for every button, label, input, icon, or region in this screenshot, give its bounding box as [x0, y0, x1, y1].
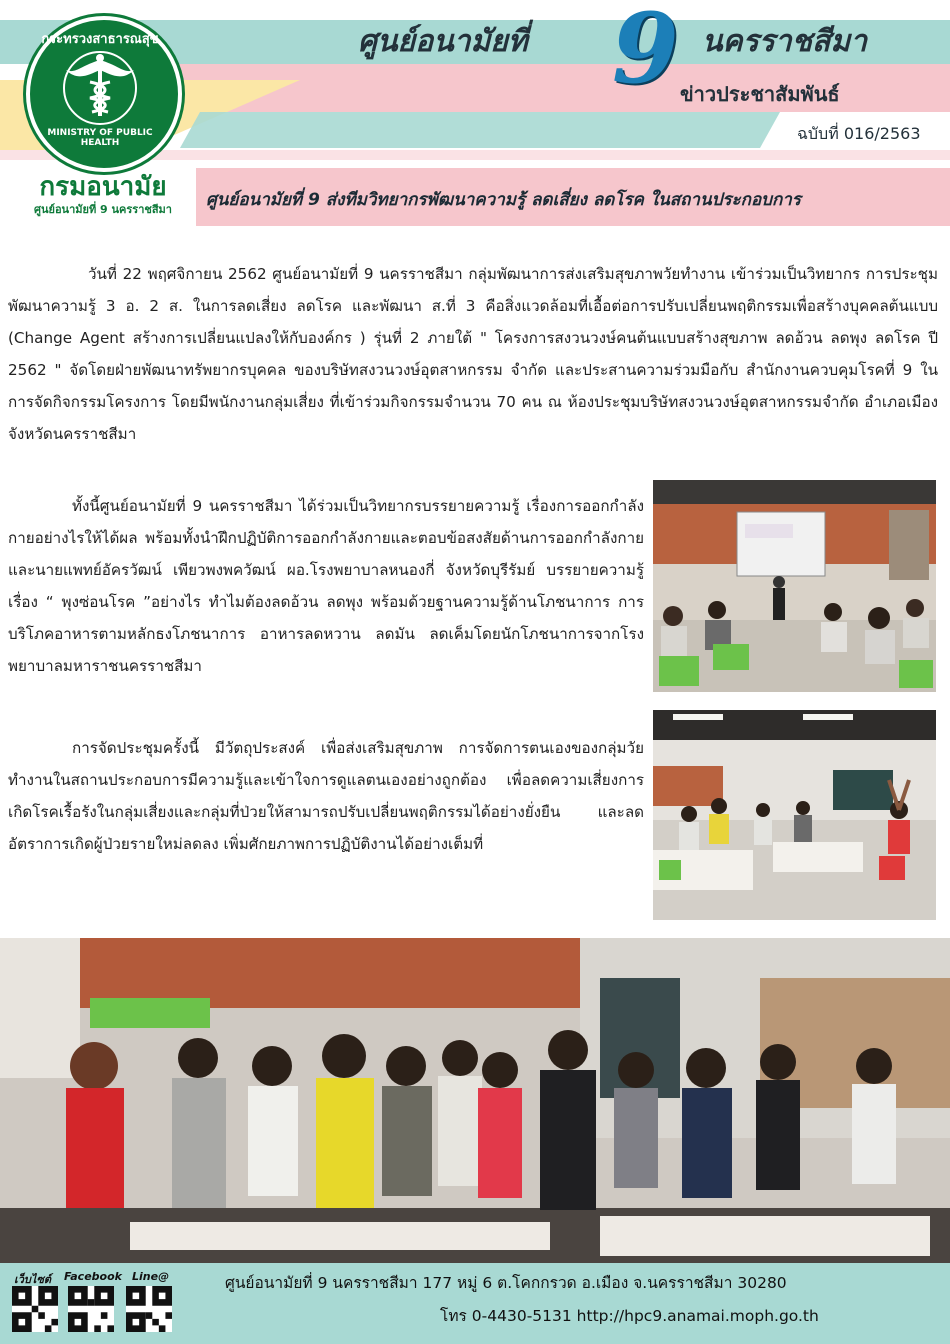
- qr-code-facebook-icon[interactable]: [68, 1286, 114, 1332]
- qr-label-line: Line@: [132, 1270, 170, 1283]
- paragraph-objectives: การจัดประชุมครั้งนี้ มีวัตถุประสงค์ เพื่อส่งเสริมสุขภาพ การจัดการตนเองของกลุ่มวัยทำงานในสถานประกอบการมีความรู้และเข้าใจการดูแลตนเองอย่างถูกต้อง เพื่อลดความเสี่ยงการเกิดโรคเรื้อรังในกลุ่มเสี่ยงและกลุ่มที่ป่วยให้สามารถปรับเปลี่ยนพฤติกรรมได้อย่างยั่งยืน และลดอัตราการเกิดผู้ป่วยรายใหม่ลดลง เพิ่มศักยภาพการปฏิบัติงานได้อย่างเต็มที่: [8, 739, 644, 853]
- headline: ศูนย์อนามัยที่ 9 ส่งทีมวิทยากรพัฒนาความรู้ ลดเสี่ยง ลดโรค ในสถานประกอบการ: [206, 190, 801, 210]
- province-name: นครราชสีมา: [702, 24, 867, 59]
- department-name: กรมอนามัย: [39, 172, 167, 202]
- qr-code-website-icon[interactable]: [12, 1286, 58, 1332]
- photo-group: [0, 938, 950, 1263]
- qr-label-facebook: Facebook: [64, 1270, 122, 1283]
- caduceus-icon: [60, 48, 140, 128]
- photo-exercise-session: [653, 710, 936, 920]
- region-number: 9: [612, 0, 679, 105]
- department-subtitle: ศูนย์อนามัยที่ 9 นครราชสีมา: [34, 203, 172, 216]
- paragraph-speakers: ทั้งนี้ศูนย์อนามัยที่ 9 นครราชสีมา ได้ร่วมเป็นวิทยากรบรรยายความรู้ เรื่องการออกกำลังกายอย่างไรให้ได้ผล พร้อมทั้งนำฝึกปฏิบัติการออกกำลังกายและตอบข้อสงสัยด้านการออกกำลังกายและนายแพทย์อัครวัฒน์ เพียวพงพควัฒน์ ผอ.โรงพยาบาลหนองกี่ จังหวัดบุรีรัมย์ บรรยายความรู้ เรื่อง “ พุงซ่อนโรค ”อย่างไร ทำไมต้องลดอ้วน ลดพุง พร้อมด้วยฐานความรู้ด้านโภชนาการ การบริโภคอาหารตามหลักธงโภชนาการ อาหารลดหวาน ลดมัน ลดเค็มโดยนักโภชนาการจากโรงพยาบาลมหาราชนครราชสีมา: [8, 497, 644, 675]
- qr-code-line-icon[interactable]: [126, 1286, 172, 1332]
- seal-text-bottom: MINISTRY OF PUBLIC HEALTH: [47, 128, 153, 148]
- issue-number: ฉบับที่ 016/2563: [797, 124, 921, 143]
- photo-lecture-room: [653, 480, 936, 692]
- center-name: ศูนย์อนามัยที่: [358, 24, 528, 59]
- seal-text-top: กระทรวงสาธารณสุข: [41, 32, 159, 47]
- qr-label-website: เว็บไซต์: [14, 1273, 52, 1286]
- press-release-label: ข่าวประชาสัมพันธ์: [680, 82, 840, 106]
- footer-address: ศูนย์อนามัยที่ 9 นครราชสีมา 177 หมู่ 6 ต.โคกกรวด อ.เมือง จ.นครราชสีมา 30280: [225, 1274, 787, 1292]
- newsletter-header: [0, 0, 950, 235]
- paragraph-intro: วันที่ 22 พฤศจิกายน 2562 ศูนย์อนามัยที่ 9 นครราชสีมา กลุ่มพัฒนาการส่งเสริมสุขภาพวัยทำงาน เข้าร่วมเป็นวิทยากร การประชุมพัฒนาความรู้ 3 อ. 2 ส. ในการลดเสี่ยง ลดโรค และพัฒนา ส.ที่ 3 คือสิ่งแวดล้อมที่เอื้อต่อการปรับเปลี่ยนพฤติกรรมเพื่อสร้างบุคคลต้นแบบ (Change Agent สร้างการเปลี่ยนแปลงให้กับองค์กร ) รุ่นที่ 2 ภายใต้ " โครงการสงวนวงษ์คนต้นแบบสร้างสุขภาพ ลดอ้วน ลดพุง ลดโรค ปี 2562 " จัดโดยฝ่ายพัฒนาทรัพยากรบุคคล ของบริษัทสงวนวงษ์อุตสาหกรรม จำกัด และประสานความร่วมมือกับ สำนักงานควบคุมโรคที่ 9 ในการจัดกิจกรรมโครงการ โดยมีพนักงานกลุ่มเสี่ยง ที่เข้าร่วมกิจกรรมจำนวน 70 คน ณ ห้องประชุมบริษัทสงวนวงษ์อุตสาหกรรมจำกัด อำเภอเมือง จังหวัดนครราชสีมา: [8, 265, 938, 443]
- footer-contact[interactable]: โทร 0-4430-5131 http://hpc9.anamai.moph.go.th: [440, 1307, 819, 1325]
